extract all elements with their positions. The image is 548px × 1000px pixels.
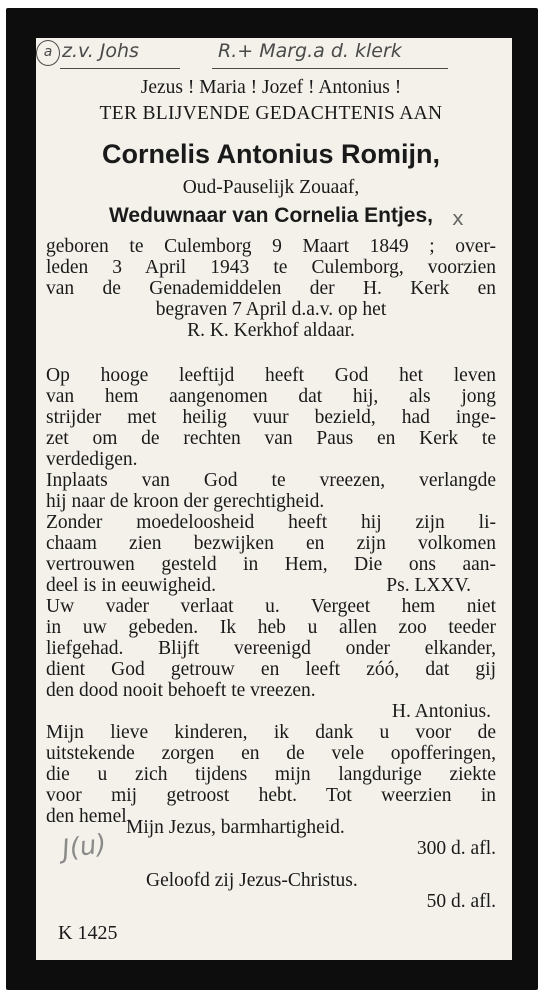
handwritten-cross-mark: x	[452, 206, 464, 230]
handwritten-underline-right	[212, 68, 448, 69]
body-line: uitstekende zorgen en de vele opofferingen,	[46, 743, 496, 764]
body-line: voor mij getroost hebt. Tot weerzien in	[46, 785, 496, 806]
prayer-text: Mijn Jezus, barmhartigheid.	[126, 817, 345, 838]
invocation-line: Jezus ! Maria ! Jozef ! Antonius !	[140, 77, 402, 98]
deceased-title: Oud-Pauselijk Zouaaf,	[182, 177, 360, 198]
print-code-small: K 1675	[44, 943, 82, 954]
body-line: chaam zien bezwijken en zijn volkomen	[46, 533, 496, 554]
body-line-signature: H. Antonius.	[391, 701, 491, 722]
body-line: die u zich tijdens mijn langdurige ziekte	[46, 764, 496, 785]
body-line: Inplaats van God te vreezen, verlangde	[46, 470, 496, 491]
body-line: Uw vader verlaat u. Vergeet hem niet	[46, 596, 496, 617]
psalm-reference: Ps. LXXV.	[386, 575, 471, 596]
handwritten-signature: J(u)	[60, 829, 109, 865]
body-line: in uw gebeden. Ik heb u allen zoo teeder	[46, 617, 496, 638]
body-line: den hemel.	[46, 806, 132, 827]
body-line: van hem aangenomen dat hij, als jong	[46, 386, 496, 407]
bio-line: van de Genademiddelen der H. Kerk en	[46, 278, 496, 299]
bio-line: begraven 7 April d.a.v. op het	[155, 299, 387, 320]
prayer-indulgence: 300 d. afl.	[416, 838, 496, 859]
body-line: zet om de rechten van Paus en Kerk te	[46, 428, 496, 449]
bio-line: geboren te Culemborg 9 Maart 1849 ; over-	[46, 236, 496, 257]
body-line: deel is in eeuwigheid.	[46, 575, 217, 596]
print-code: K 1425	[58, 922, 118, 944]
deceased-name: Cornelis Antonius Romijn,	[101, 139, 440, 169]
prayer-text: Geloofd zij Jezus-Christus.	[146, 870, 358, 891]
memorial-heading: TER BLIJVENDE GEDACHTENIS AAN	[99, 103, 443, 124]
body-line: verdedigen.	[46, 449, 138, 470]
body-line: hij naar de kroon der gerechtigheid.	[46, 491, 325, 512]
widower-line: Weduwnaar van Cornelia Entjes,	[108, 204, 434, 227]
handwritten-note-left: z.v. Johs	[62, 40, 139, 62]
prayer-indulgence: 50 d. afl.	[426, 891, 496, 912]
body-line: Mijn lieve kinderen, ik dank u voor de	[46, 722, 496, 743]
handwritten-circled-letter: a	[36, 40, 60, 66]
body-line: den dood nooit behoeft te vreezen.	[46, 680, 316, 701]
handwritten-note-right: R.+ Marg.a d. klerk	[218, 40, 402, 62]
body-line: dient God getrouw en leeft zóó, dat gij	[46, 659, 496, 680]
body-line: Zonder moedeloosheid heeft hij zijn li-	[46, 512, 496, 533]
body-line: vertrouwen gesteld in Hem, Die ons aan-	[46, 554, 496, 575]
handwritten-underline-left	[60, 68, 180, 69]
bio-line: leden 3 April 1943 te Culemborg, voorzien	[46, 257, 496, 278]
bio-line: R. K. Kerkhof aldaar.	[187, 320, 355, 341]
body-line: strijder met heilig vuur bezield, had inge-	[46, 407, 496, 428]
body-line: liefgehad. Blijft vereenigd onder elkander,	[46, 638, 496, 659]
body-line: Op hooge leeftijd heeft God het leven	[46, 365, 496, 386]
